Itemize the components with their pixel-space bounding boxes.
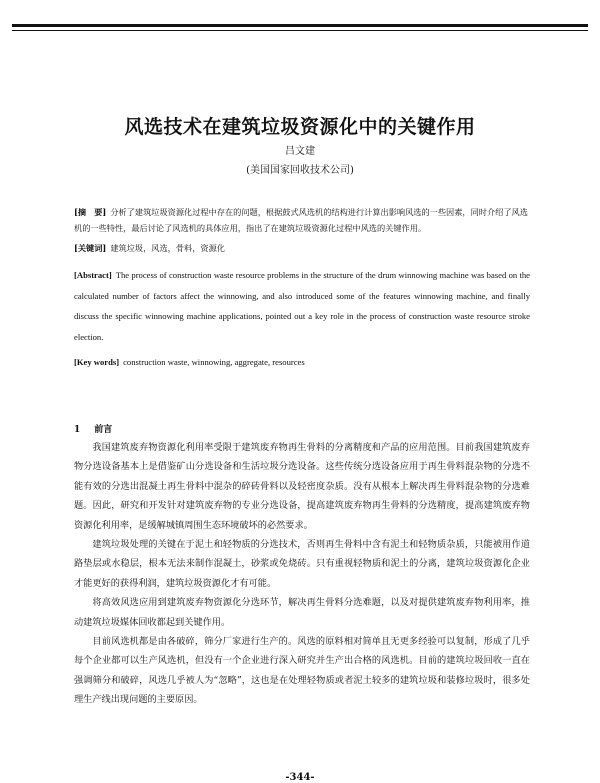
keywords-cn — [74, 240, 530, 256]
keywords-en — [74, 354, 530, 370]
paragraph: 我国建筑废弃物资源化利用率受限于建筑废弃物再生骨料的分离精度和产品的应用范围。目前我国建筑废弃物分选设备基本上是借鉴矿山分选设备和生活垃圾分选设备。这些传统分选设备应用于再生骨料混杂物的分选不能有效的分选出混凝土再生骨料中混杂的碎砖骨料以及轻密度杂质。没有从根本上解决再生骨料混杂物的分选难题。因此，研究和开发针对建筑废弃物的专业分选设备，提高建筑废弃物再生骨料的分选精度，提高建筑废弃物资源化利用率，是缓解城镇周围生态环境破坏的必然要求。 — [74, 442, 530, 531]
paragraph: 建筑垃圾处理的关键在于泥土和轻物质的分选技术，否则再生骨料中含有泥土和轻物质杂质，只能被用作道路垫层或水稳层，根本无法来制作混凝土，砂浆或免烧砖。只有重视轻物质和泥土的分离，建筑垃圾资源化企业才能更好的获得利润，建筑垃圾资源化才有可能。 — [74, 539, 530, 589]
header-rule — [12, 24, 588, 27]
section-heading — [74, 422, 126, 435]
keywords-en-label: [Key words] — [74, 357, 120, 367]
paper-title: 风选技术在建筑垃圾资源化中的关键作用 — [124, 116, 476, 138]
abstract-cn — [74, 204, 530, 236]
author: 吕文建 — [285, 146, 315, 157]
affiliation: (美国国家回收技术公司) — [246, 165, 354, 176]
abstract-cn-label: [摘 要] — [74, 207, 107, 217]
paragraph: 目前风选机都是由各破碎，筛分厂家进行生产的。风选的原料相对简单且无更多经验可以复制，形成了几乎每个企业都可以生产风选机，但没有一个企业进行深入研究并生产出合格的风选机。目前的建筑垃圾回收一直在强调筛分和破碎，风选几乎被人为“忽略”，这也是在处理轻物质或者泥土较多的建筑垃圾和装修垃圾时，很多处理生产线出现问题的主要原因。 — [74, 636, 530, 706]
page-number: -344- — [285, 772, 315, 783]
header-rule-thin — [12, 30, 588, 31]
section-title: 前言 — [94, 425, 113, 435]
abstract-en-label: [Abstract] — [74, 270, 112, 280]
keywords-cn-label: [关键词] — [74, 243, 107, 253]
keywords-en-text: construction waste, winnowing, aggregate, resources — [123, 357, 305, 367]
body-text — [74, 438, 530, 710]
section-number: 1 — [74, 425, 81, 435]
abstract-en — [74, 265, 530, 347]
abstract-en-text: The process of construction waste resource problems in the structure of the drum winnowing machine was based on the calculated number of factors affect the winnowing, and also introduced some of the features winnowing machine, and finally discuss the specific winnowing machine applications, pointed out a key role in the process of construction waste resource stroke election. — [74, 270, 530, 342]
abstract-cn-text: 分析了建筑垃圾资源化过程中存在的问题，根据鼓式风选机的结构进行计算出影响风选的一些因素，同时介绍了风选机的一些特性，最后讨论了风选机的具体应用，指出了在建筑垃圾资源化过程中风选的关键作用。 — [74, 207, 528, 233]
keywords-cn-text: 建筑垃圾，风选，骨料，资源化 — [110, 243, 225, 253]
paragraph: 将高效风选应用到建筑废弃物资源化分选环节，解决再生骨料分选难题，以及对提供建筑废弃物利用率，推动建筑垃圾媒体回收都起到关键作用。 — [74, 597, 530, 628]
